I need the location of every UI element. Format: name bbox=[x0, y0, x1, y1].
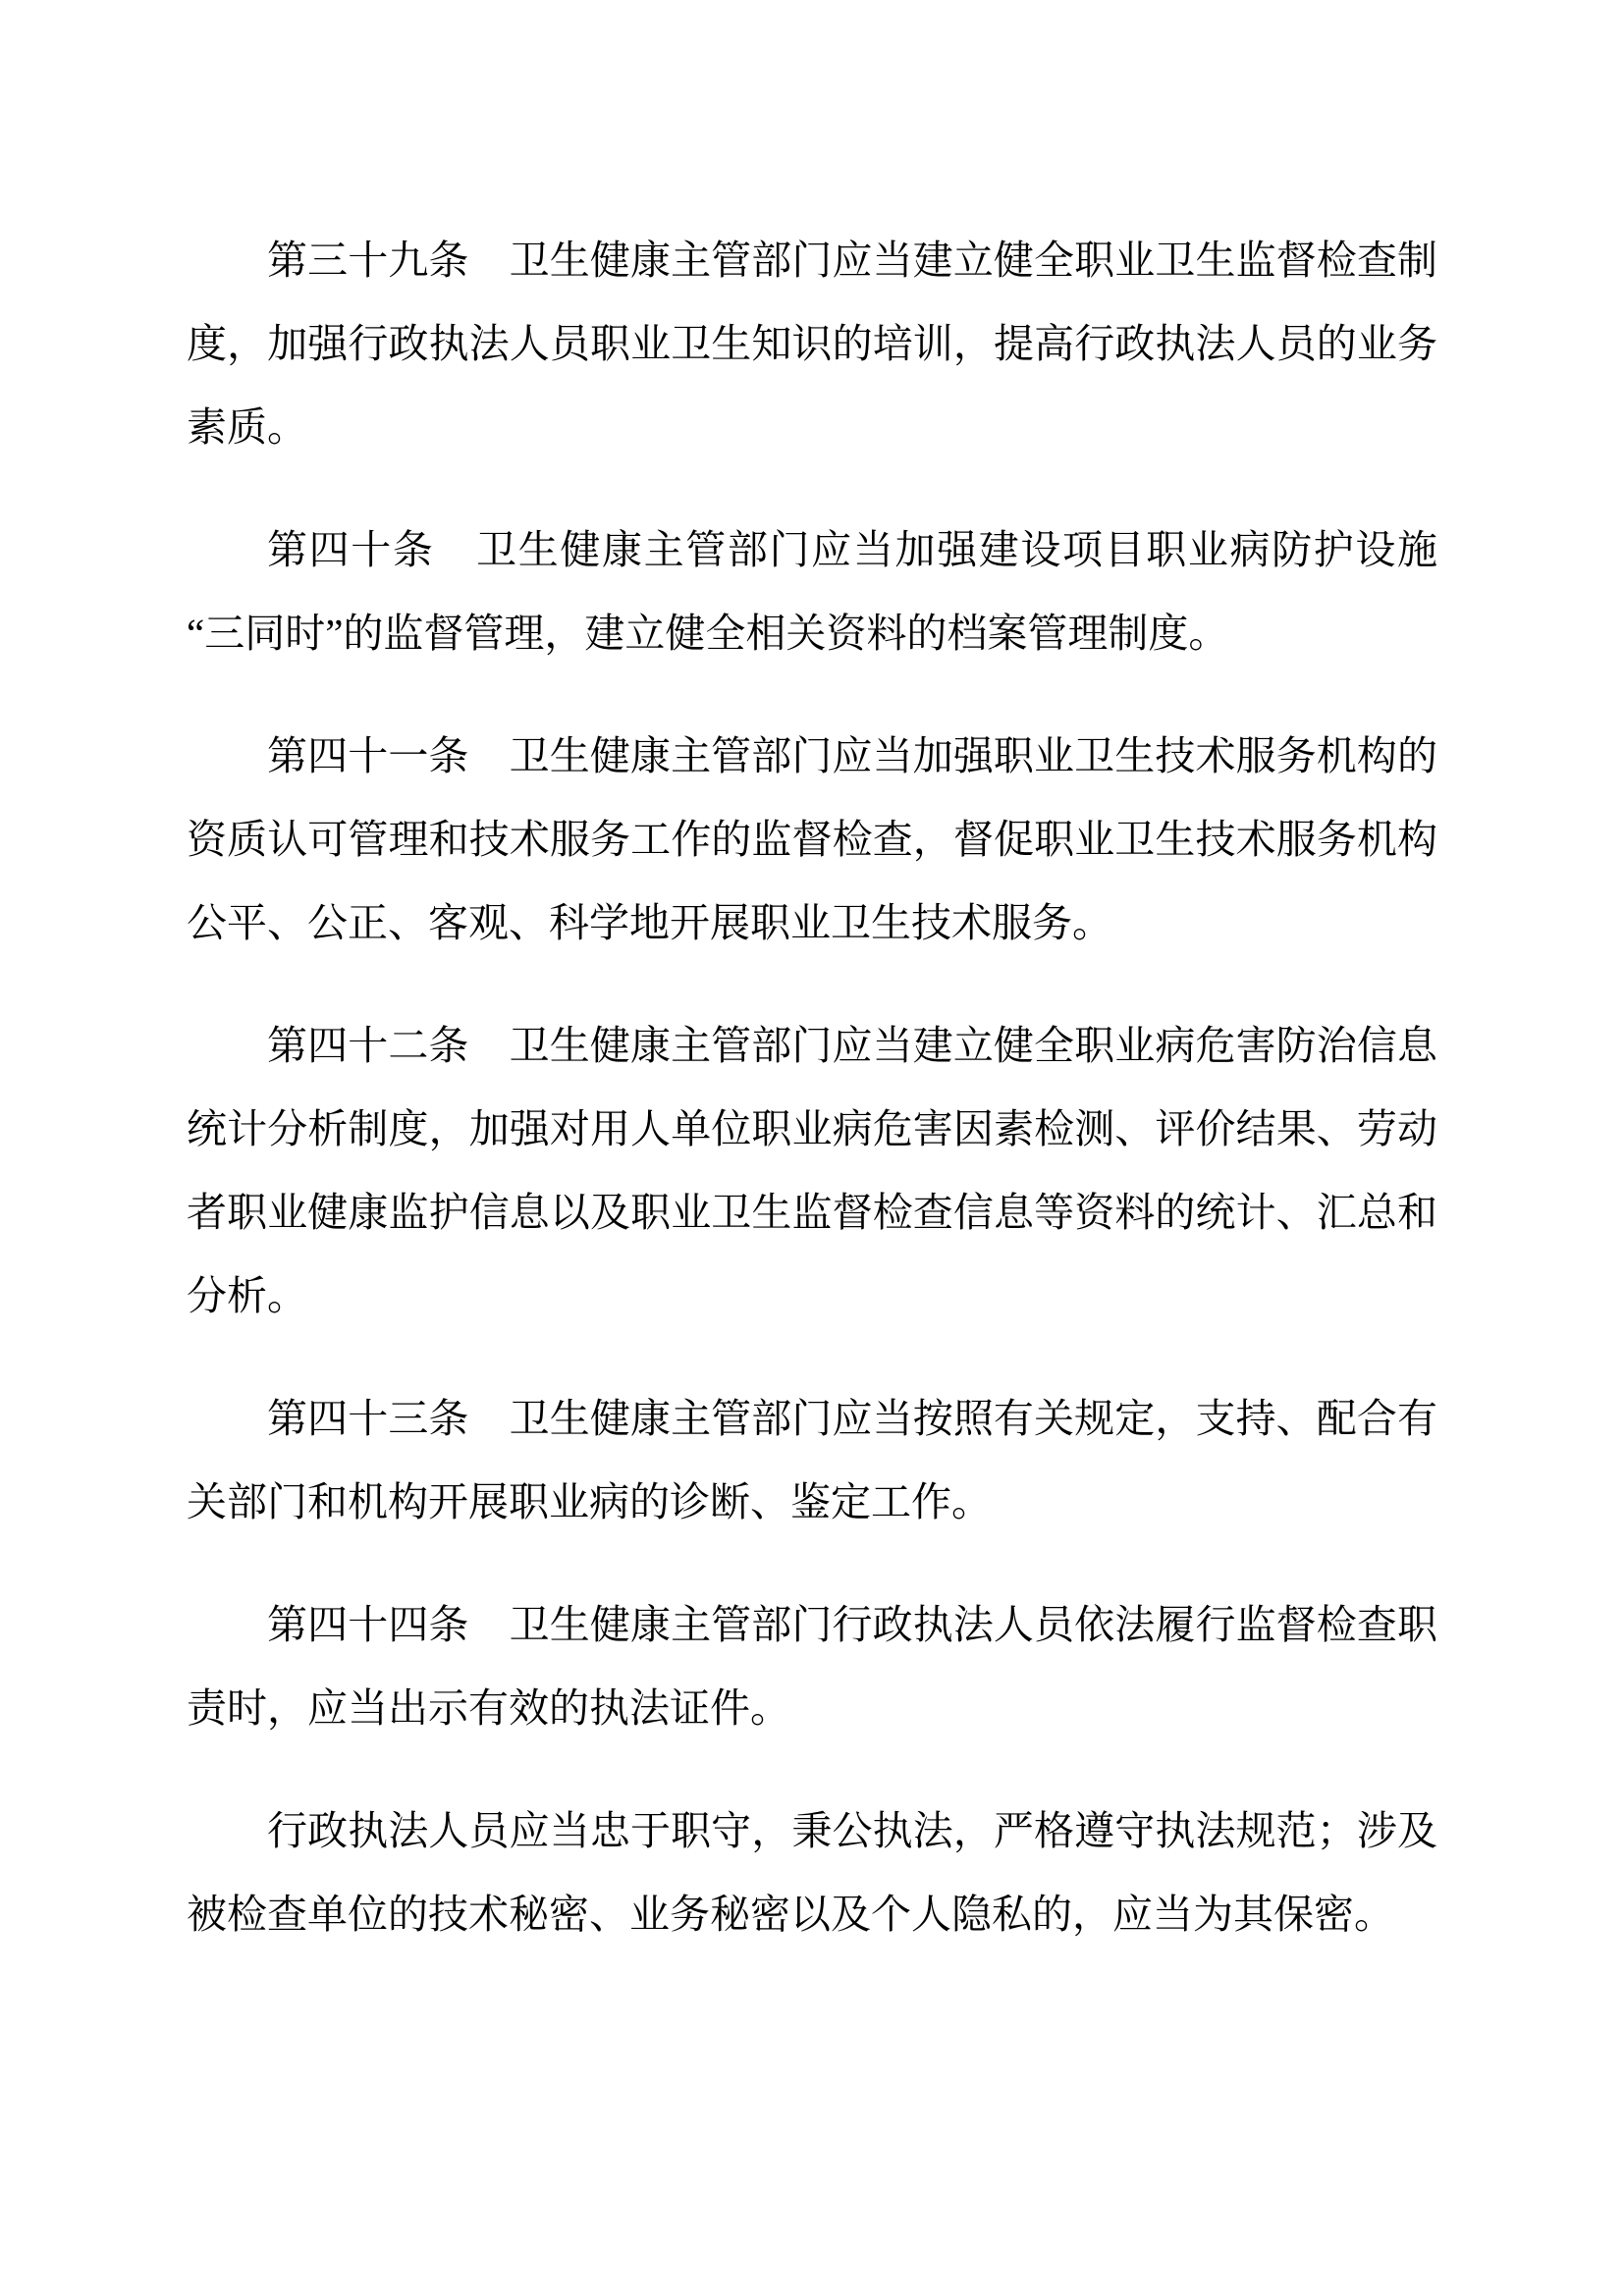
paragraph-article-40: 第四十条 卫生健康主管部门应当加强建设项目职业病防护设施“三同时”的监督管理，建立健全相关资料的档案管理制度。 bbox=[187, 527, 1437, 656]
paragraph-article-42: 第四十二条 卫生健康主管部门应当建立健全职业病危害防治信息统计分析制度，加强对用人单位职业病危害因素检测、评价结果、劳动者职业健康监护信息以及职业卫生监督检查信息等资料的统计、汇总和分析。 bbox=[187, 1023, 1437, 1318]
paragraph-article-44-clause-2: 行政执法人员应当忠于职守，秉公执法，严格遵守执法规范；涉及被检查单位的技术秘密、业务秘密以及个人隐私的，应当为其保密。 bbox=[187, 1808, 1437, 1937]
paragraph-article-41: 第四十一条 卫生健康主管部门应当加强职业卫生技术服务机构的资质认可管理和技术服务工作的监督检查，督促职业卫生技术服务机构公平、公正、客观、科学地开展职业卫生技术服务。 bbox=[187, 733, 1437, 945]
paragraph-article-39: 第三十九条 卫生健康主管部门应当建立健全职业卫生监督检查制度，加强行政执法人员职业卫生知识的培训，提高行政执法人员的业务素质。 bbox=[187, 238, 1437, 450]
paragraph-article-44: 第四十四条 卫生健康主管部门行政执法人员依法履行监督检查职责时，应当出示有效的执法证件。 bbox=[187, 1602, 1437, 1731]
paragraph-article-43: 第四十三条 卫生健康主管部门应当按照有关规定，支持、配合有关部门和机构开展职业病的诊断、鉴定工作。 bbox=[187, 1396, 1437, 1524]
